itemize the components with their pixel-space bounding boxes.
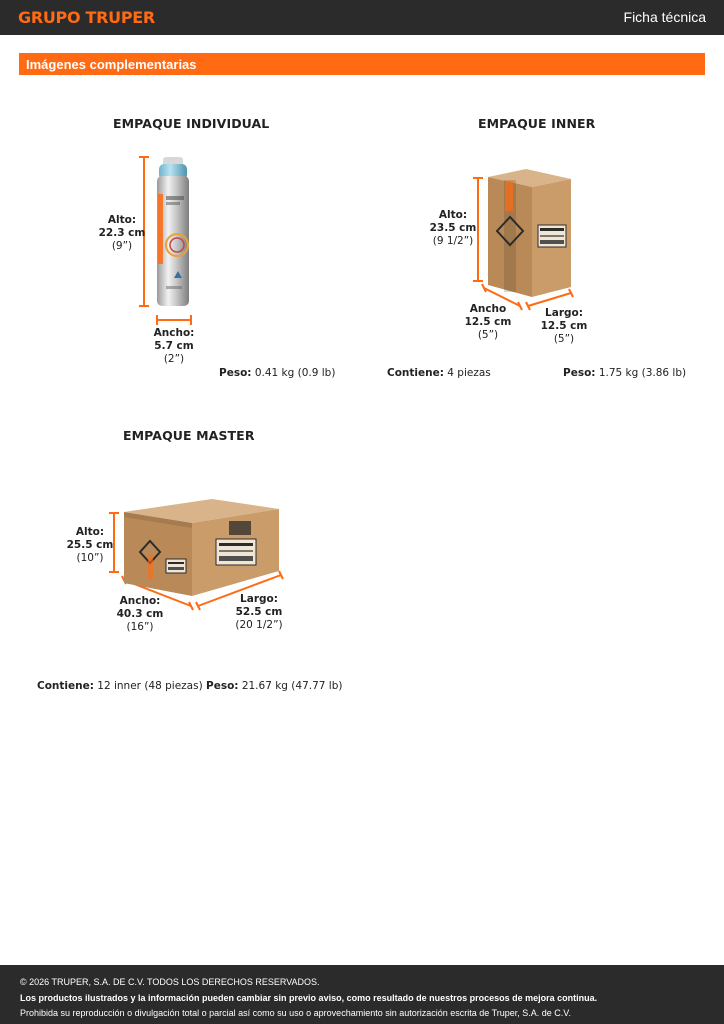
individual-ancho-metric: 5.7 cm	[154, 340, 194, 352]
footer-notice: Los productos ilustrados y la información pueden cambiar sin previo aviso, como resultado de nuestros procesos de mejora continua.	[20, 992, 598, 1003]
individual-peso-label: Peso:	[219, 367, 252, 379]
master-peso	[206, 680, 342, 692]
master-largo-label	[229, 593, 289, 632]
section-title: Imágenes complementarias	[26, 57, 197, 72]
footer-copyright: © 2026 TRUPER, S.A. DE C.V. TODOS LOS DERECHOS RESERVADOS.	[20, 977, 320, 987]
inner-peso-label: Peso:	[563, 367, 596, 379]
inner-peso	[563, 367, 686, 379]
individual-alto-label	[96, 214, 148, 253]
individual-ancho-label	[148, 327, 200, 366]
inner-alto-metric: 23.5 cm	[429, 222, 477, 234]
inner-ancho-title: Ancho	[469, 303, 507, 315]
master-largo-title: Largo:	[240, 593, 278, 605]
master-ancho-metric: 40.3 cm	[116, 608, 164, 620]
master-contiene-label: Contiene:	[37, 680, 94, 692]
master-largo-imperial: (20 1/2”)	[235, 619, 283, 631]
inner-largo-title: Largo:	[545, 307, 583, 319]
footer-prohibition: Prohibida su reproducción o divulgación total o parcial así como su uso o aprovechamiento sin autorización escrita de Truper, S.A. de C.V.	[20, 1008, 571, 1018]
inner-ancho-metric: 12.5 cm	[464, 316, 512, 328]
inner-contiene	[387, 367, 491, 379]
individual-heading: EMPAQUE INDIVIDUAL	[113, 116, 270, 131]
inner-ancho-imperial: (5”)	[477, 329, 499, 341]
master-contiene	[37, 680, 203, 692]
inner-alto-label	[426, 209, 480, 248]
individual-alto-imperial: (9”)	[111, 240, 133, 252]
master-alto-imperial: (10”)	[76, 552, 104, 564]
inner-alto-imperial: (9 1/2”)	[432, 235, 474, 247]
section-bar	[19, 53, 705, 75]
inner-heading: EMPAQUE INNER	[478, 116, 596, 131]
master-ancho-imperial: (16”)	[126, 621, 154, 633]
master-alto-metric: 25.5 cm	[66, 539, 114, 551]
individual-ancho-imperial: (2”)	[163, 353, 185, 365]
inner-peso-value: 1.75 kg (3.86 lb)	[595, 367, 687, 379]
master-contiene-value: 12 inner (48 piezas)	[93, 680, 203, 692]
inner-contiene-value: 4 piezas	[443, 367, 491, 379]
top-bar	[0, 0, 724, 35]
inner-contiene-label: Contiene:	[387, 367, 444, 379]
inner-ancho-label	[462, 303, 514, 342]
inner-box-image	[468, 165, 588, 315]
inner-largo-metric: 12.5 cm	[540, 320, 588, 332]
footer	[0, 965, 724, 1024]
master-peso-value: 21.67 kg (47.77 lb)	[238, 680, 343, 692]
individual-alto-title: Alto:	[107, 214, 137, 226]
master-largo-metric: 52.5 cm	[235, 606, 283, 618]
individual-ancho-title: Ancho:	[153, 327, 195, 339]
master-ancho-title: Ancho:	[119, 595, 161, 607]
master-alto-label	[64, 526, 116, 565]
brand-logo: GRUPO TRUPER	[18, 8, 155, 27]
document-type: Ficha técnica	[623, 9, 706, 25]
inner-largo-imperial: (5”)	[553, 333, 575, 345]
master-alto-title: Alto:	[75, 526, 105, 538]
inner-largo-label	[538, 307, 590, 346]
individual-peso	[219, 367, 335, 379]
master-ancho-label	[114, 595, 166, 634]
individual-peso-value: 0.41 kg (0.9 lb)	[251, 367, 336, 379]
master-peso-label: Peso:	[206, 680, 239, 692]
master-heading: EMPAQUE MASTER	[123, 428, 255, 443]
individual-alto-metric: 22.3 cm	[98, 227, 146, 239]
inner-alto-title: Alto:	[438, 209, 468, 221]
